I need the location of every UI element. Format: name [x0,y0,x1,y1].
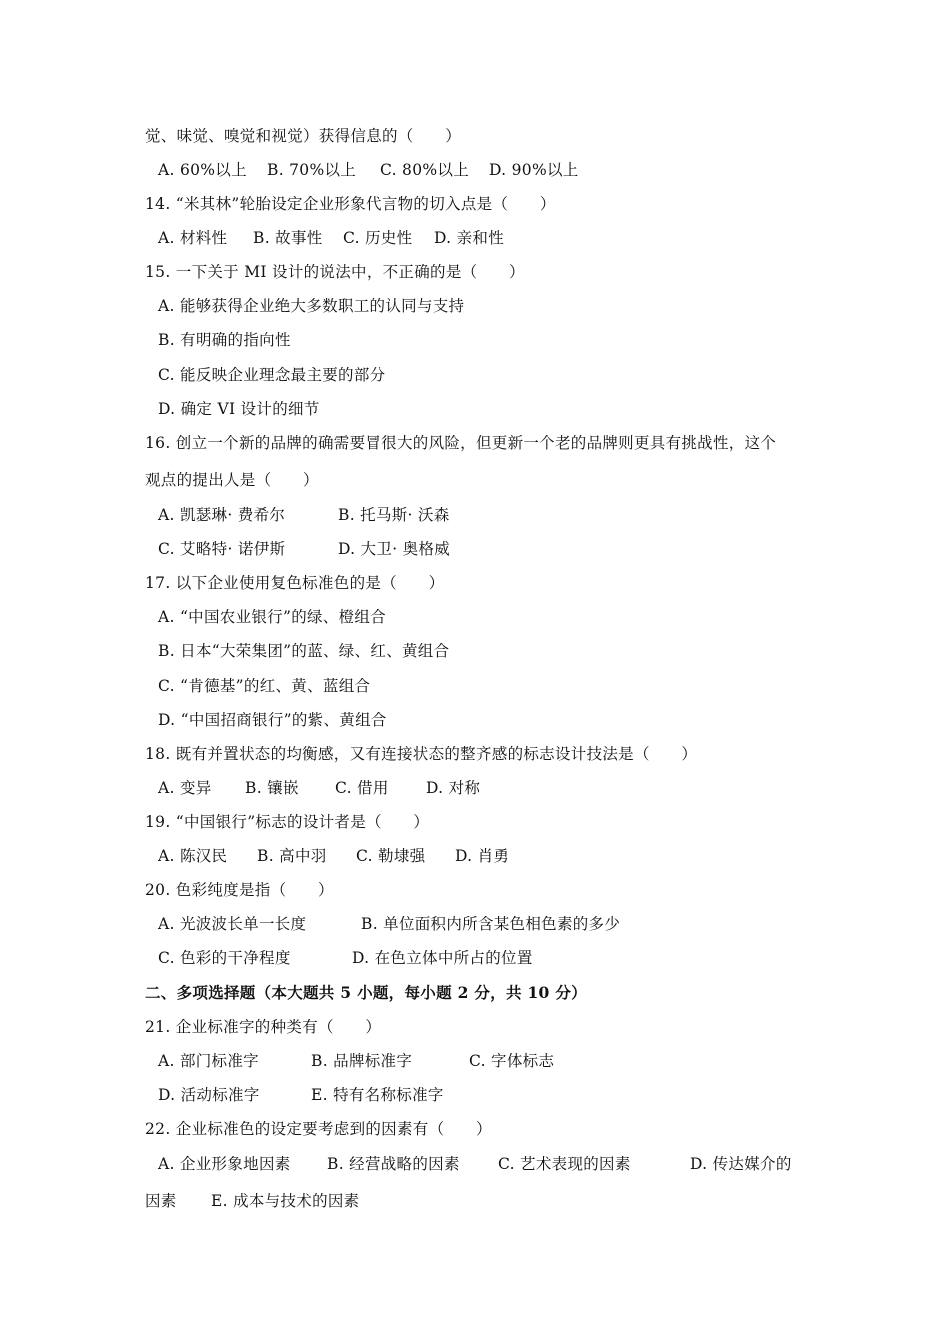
option-b: B. 经营战略的因素 [327,1155,460,1173]
question-15-option-c: C. 能反映企业理念最主要的部分 [158,366,386,384]
question-15-option-b: B. 有明确的指向性 [158,331,291,349]
option-b: B. 单位面积内所含某色相色素的多少 [361,915,621,933]
option-a: A. 60%以上 [158,161,247,179]
option-c: C. 艺术表现的因素 [498,1155,631,1173]
option-b: B. 镶嵌 [245,779,299,797]
option-c: C. 艾略特· 诺伊斯 [158,540,286,558]
question-17-option-d: D. “中国招商银行”的紫、黄组合 [158,711,387,729]
question-17-option-b: B. 日本“大荣集团”的蓝、绿、红、黄组合 [158,642,450,660]
option-c: C. 80%以上 [380,161,470,179]
option-d: D. 对称 [426,779,481,797]
option-a: A. 企业形象地因素 [158,1155,291,1173]
option-a: A. 陈汉民 [158,847,228,865]
question-17-option-a: A. “中国农业银行”的绿、橙组合 [158,608,386,626]
option-b: B. 70%以上 [267,161,357,179]
option-a: A. 光波波长单一长度 [158,915,307,933]
option-e: E. 特有名称标准字 [311,1086,444,1104]
question-17-option-c: C. “肯德基”的红、黄、蓝组合 [158,677,371,695]
question-13-continuation: 觉、味觉、嗅觉和视觉）获得信息的（ ） [145,127,462,145]
section-heading-multiple-choice: 二、多项选择题（本大题共 5 小题，每小题 2 分，共 10 分） [145,983,587,1002]
option-d: D. 90%以上 [489,161,579,179]
question-22: 22. 企业标准色的设定要考虑到的因素有（ ） [145,1120,492,1138]
option-a: A. 部门标准字 [158,1052,259,1070]
question-17: 17. 以下企业使用复色标准色的是（ ） [145,574,445,592]
option-d: D. 活动标准字 [158,1086,260,1104]
question-20: 20. 色彩纯度是指（ ） [145,881,334,899]
option-a: A. 变异 [158,779,212,797]
question-18: 18. 既有并置状态的均衡感，又有连接状态的整齐感的标志设计技法是（ ） [145,745,698,763]
question-14: 14. “米其林”轮胎设定企业形象代言物的切入点是（ ） [145,195,556,213]
question-16: 16. 创立一个新的品牌的确需要冒很大的风险，但更新一个老的品牌则更具有挑战性，这个 [145,434,777,452]
question-15-option-a: A. 能够获得企业绝大多数职工的认同与支持 [158,297,465,315]
question-15: 15. 一下关于 MI 设计的说法中，不正确的是（ ） [145,263,525,281]
option-b: B. 故事性 [253,229,323,247]
option-d: D. 传达媒介的 [690,1155,792,1173]
option-d: D. 在色立体中所占的位置 [352,949,533,967]
option-c: C. 历史性 [343,229,413,247]
question-16-continuation: 观点的提出人是（ ） [145,471,319,489]
question-21: 21. 企业标准字的种类有（ ） [145,1018,382,1036]
option-d: D. 大卫· 奥格威 [338,540,451,558]
option-c: C. 色彩的干净程度 [158,949,291,967]
question-19: 19. “中国银行”标志的设计者是（ ） [145,813,430,831]
option-b: B. 托马斯· 沃森 [338,506,450,524]
option-c: C. 字体标志 [469,1052,555,1070]
option-b: B. 品牌标准字 [311,1052,413,1070]
option-d: D. 肖勇 [455,847,510,865]
option-d: D. 亲和性 [434,229,505,247]
option-c: C. 借用 [335,779,389,797]
option-c: C. 勒埭强 [356,847,426,865]
option-d-continuation: 因素 [145,1192,177,1210]
option-a: A. 凯瑟琳· 费希尔 [158,506,286,524]
option-a: A. 材料性 [158,229,228,247]
option-b: B. 高中羽 [257,847,327,865]
question-15-option-d: D. 确定 VI 设计的细节 [158,400,320,418]
option-e: E. 成本与技术的因素 [211,1192,360,1210]
